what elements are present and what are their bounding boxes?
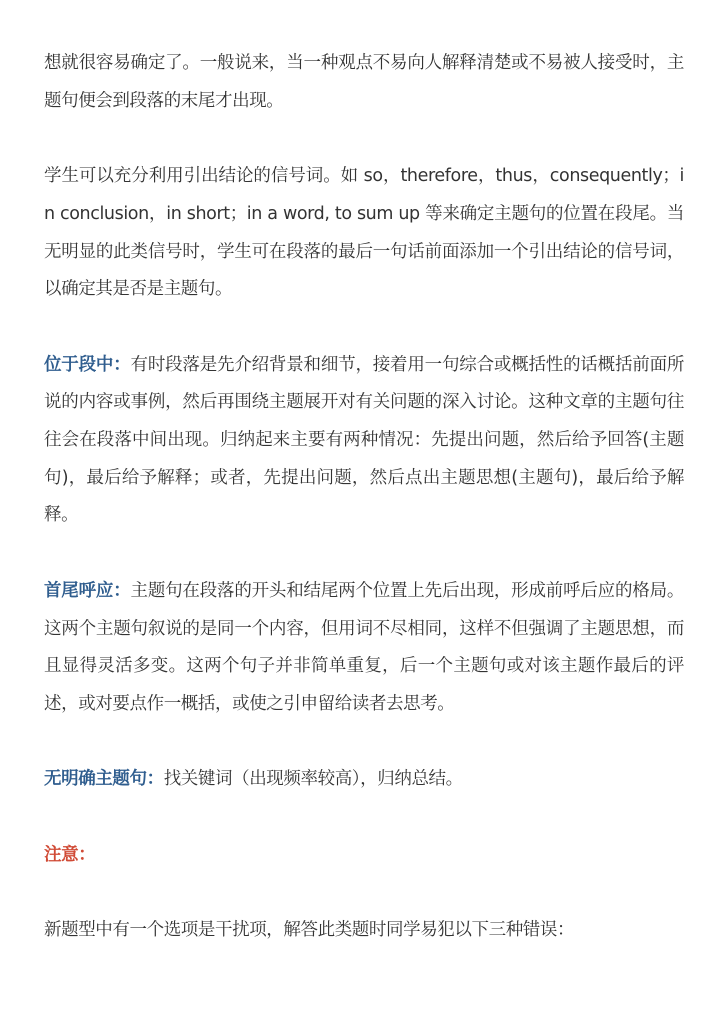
paragraph-topic-sentence-end [44,45,684,120]
paragraph-text: 有时段落是先介绍背景和细节，接着用一句综合或概括性的话概括前面所说的内容或事例，然后再围绕主题展开对有关问题的深入讨论。这种文章的主题句往往会在段落中间出现。归纳起来主要有两种情况：先提出问题，然后给予回答(主题句)，最后给予解释；或者，先提出问题，然后点出主题思想(主题句)，最后给予解释。 [44,354,684,526]
paragraph-note [44,837,684,875]
document-page [44,45,684,950]
paragraph-text: 学生可以充分利用引出结论的信号词。如 so，therefore，thus，consequently；in conclusion，in short；in a word, to sum up 等来确定主题句的位置在段尾。当无明显的此类信号时，学生可在段落的最后一句话前面添加一个引出结论的信号词，以确定其是否是主题句。 [44,166,684,300]
paragraph-middle-position [44,347,684,536]
paragraph-gap [44,120,684,158]
paragraph-gap [44,724,684,762]
paragraph-head-tail [44,573,684,724]
paragraph-gap [44,309,684,347]
section-label-note: 注意： [44,844,96,865]
paragraph-text: 主题句在段落的开头和结尾两个位置上先后出现，形成前呼后应的格局。这两个主题句叙说的是同一个内容，但用词不尽相同，这样不但强调了主题思想，而且显得灵活多变。这两个句子并非简单重复，后一个主题句或对该主题作最后的评述，或对要点作一概括，或使之引申留给读者去思考。 [44,580,684,714]
paragraph-text: 新题型中有一个选项是干扰项，解答此类题时同学易犯以下三种错误： [44,920,575,941]
paragraph-gap [44,799,684,837]
paragraph-gap [44,535,684,573]
section-label-middle: 位于段中： [44,354,131,375]
paragraph-signal-words [44,158,684,309]
section-label-head-tail: 首尾呼应： [44,580,131,601]
section-label-no-topic: 无明确主题句： [44,769,164,790]
paragraph-gap [44,874,684,912]
paragraph-text: 想就很容易确定了。一般说来，当一种观点不易向人解释清楚或不易被人接受时，主题句便会到段落的末尾才出现。 [44,53,684,111]
paragraph-distractor [44,912,684,950]
paragraph-text: 找关键词（出现频率较高），归纳总结。 [163,769,463,790]
paragraph-no-topic-sentence [44,761,684,799]
